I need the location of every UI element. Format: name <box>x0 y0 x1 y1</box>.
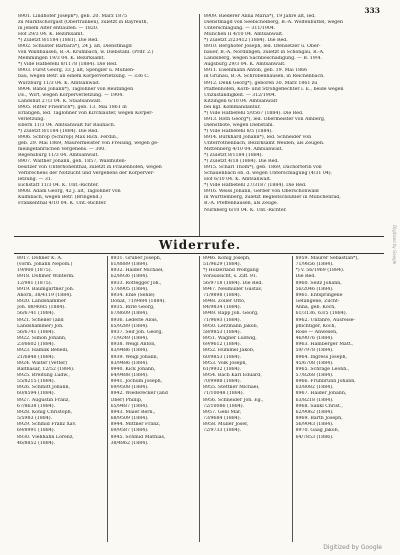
revocation-entry-line: Gefangene, Zucht- <box>295 299 340 305</box>
text-line: 8902. Schuster Barbara*), 24 J. alt, Dienstmagd <box>18 44 132 50</box>
text-line: Ebern 11/3 04. Amtsanwalt für Baunach. <box>18 122 116 128</box>
text-line: Nürnberg 6/10 04. K. Unt.-Richter. <box>204 207 287 213</box>
revocation-entry-line: 8941. Jochum Joseph, <box>110 379 163 385</box>
revocation-entry-line: 8926. Schmitt Johann, <box>17 385 71 391</box>
revocation-entry-line: 8958. Müller Josef, <box>203 422 249 428</box>
text-line: letzung. — 31. <box>18 177 53 183</box>
text-line: Eichstätt 11/3 04. K. Unt.-Richter. <box>18 183 99 189</box>
revocation-entry-line: 71/10048 (1884). <box>203 391 245 397</box>
revocation-entry-line: 8956. Schneider Joh. Eg., <box>203 397 264 403</box>
revocation-entry-line: 8943. Maier Bern., <box>110 409 156 415</box>
text-line: 8905. Ritter Friedrich*), geb. 13. Mai 1861 in <box>18 104 127 110</box>
revocation-entry-line: 8950. Lerzmann Jakob, <box>203 323 259 329</box>
revocation-column <box>14 256 107 542</box>
revocation-entry-line: *) v. 56/1969 (1884). <box>295 268 345 274</box>
text-line: Kulmbach, wegen Betr. (Bringend.) <box>18 195 102 201</box>
revocation-entry-line: 72/9733 (1884). <box>203 428 242 434</box>
revocation-entry-line: 23/6602 (1884). <box>17 342 56 348</box>
top-right-column <box>199 14 384 236</box>
revocation-entry-line: 59/7978 (1884). <box>295 348 334 354</box>
text-line: 8903. Fürst Georg, 33 J. alt, Spengler u. Mühlen- <box>18 68 135 74</box>
revocation-entry-line: 8954. Bach Karl Eduard, <box>203 372 262 378</box>
text-line: 8906. Schrop (Schirop) Max Rich. Ferdin., <box>18 134 119 140</box>
revocation-entry-line: 46/8852 (1884). <box>17 440 56 446</box>
text-line: Erlangen, led. Taglöhner von Kirchlauter, wegen Körper- <box>18 110 154 116</box>
revocation-entry-line: 71/9249 (1884). <box>110 336 149 342</box>
revocation-entry-line: 21/6848 (1884). <box>17 354 56 360</box>
text-line: Schauenbach ob. d. wegen Unterschlagung (4/31 04). <box>204 171 333 177</box>
revocation-entry-line: 61/8889 (1884). <box>110 262 149 268</box>
revocation-column <box>107 256 200 542</box>
revocation-entry-line: 60/9853 (1884). <box>203 354 242 360</box>
revocation-entry-line: Joh. 88/4085 (1884). <box>17 305 66 311</box>
revocation-entry-line: 8966. Frühbrunn Johann, <box>295 379 356 385</box>
revocation-entry-line: 8921. Scheller (and <box>17 317 64 323</box>
text-line: *) Zuletzt 2/23412 (1884). Die Red. <box>204 38 288 44</box>
text-line: 8907. Walther Johann, geb. 1857, Waldhüten- <box>18 159 127 165</box>
revocation-entry-line: Ahorn, 38/4119 (1884). <box>17 292 73 298</box>
text-line: *) Vide Hafbefehl 8/5 (1884). <box>204 128 273 134</box>
revocation-entry-line: 8920. Landshammer <box>17 299 66 305</box>
revocation-entry-line: 8955. Stettner Michael, <box>203 385 260 391</box>
revocation-entry-line: 8960. Seitz Johann, <box>295 280 342 286</box>
revocation-entry-line: 8942. Wiederecker (and <box>110 391 168 397</box>
text-line: 8908. Adam Georg, 42 J. alt, Taglöhner von <box>18 189 121 195</box>
text-line: Augsburg 29/3 04. K. Amtsanwalt. <box>204 62 286 68</box>
revocation-entry-line: 8925. Breitung Ludw., <box>17 372 70 378</box>
revocation-entry-line: 63/8082 (1884). <box>295 385 334 391</box>
revocation-entry-line: 8944. Mittner Franz, <box>110 422 161 428</box>
text-line: meingefährlichen Vergehens. — 300. <box>18 147 106 153</box>
revocation-entry-line: 8952. Hummel Jakob, <box>203 348 255 354</box>
text-line: Pfaffenhofen, Korb- und Strohgeflechter i. E., beide wegen <box>204 86 344 92</box>
revocation-entry-line: 67/8609 (1884). <box>110 311 149 317</box>
revocation-entry-line: 8970. Gaag Jakob, <box>295 428 340 434</box>
revocation-entry-line: 8932. Haider Michael, <box>110 268 164 274</box>
revocation-entry-line: 8933. Rottegger Joh., <box>110 280 162 286</box>
text-line: 8913. Roth Georg*), led. Obermeister von Amberg, <box>204 116 326 122</box>
revocation-entry-line: 8917. Dohner K. A. <box>17 256 63 261</box>
revocation-entry-line: 72/10086 (1884). <box>203 403 245 409</box>
revocation-entry-line: 57/8905 (1884). <box>110 286 149 292</box>
revocation-entry-line: 65/9487 (1884). <box>110 403 149 409</box>
text-line: bau, wegen Betr. an einem Körperverletzung. — 336 C. <box>18 74 150 80</box>
revocation-entry-line: 8945. Schmid Mathias, <box>110 434 166 440</box>
text-line: 8911. Eisenmann Anton, geb. 19. Mai 1866 <box>204 68 308 74</box>
revocation-entry-line: 67/8638 (1884). <box>17 403 56 409</box>
revocation-entry-line: 56/6741 (1884). <box>17 329 56 335</box>
text-line: in Grünau, B.-A. Schrobenhausen, in Reichenbach. <box>204 74 325 80</box>
revocation-entry-line: 8959. Maurer Sebastian*), <box>295 256 359 261</box>
revocation-entry-line: 8934. Ehle (Sehle) <box>110 292 155 298</box>
page-number: 333 <box>364 6 380 15</box>
revocation-entry-line: 61/9932 (1884). <box>203 366 242 372</box>
digitized-footer: Digitized by Google <box>323 544 382 551</box>
heading-divider <box>14 253 384 254</box>
text-line: Unzuständigkeit. — 312/1904. <box>204 92 277 98</box>
revocation-entry-line: 8935. Birle Georg, <box>110 305 155 311</box>
text-line: *) Vide Hafbefehl 8/1178 (1884). Die Red. <box>18 62 118 68</box>
text-line: Verbrechens der Notzucht und Vergehens der Körperver- <box>18 171 155 177</box>
text-line: besitzer von Unterhöhenthal, zuletzt in Frauenhöfen, wegen <box>18 165 162 171</box>
revocation-entry-line: 38/4862 (1884). <box>110 440 149 446</box>
revocation-entry-line: 62/9062 (1884). <box>295 409 334 415</box>
text-line: 8916. Weiss Johann, Gerber von Oberschönwald <box>204 189 319 195</box>
text-line: verletzung. <box>18 116 45 122</box>
revocation-entry-line: 8949. Rapp Joh. Georg, <box>203 311 259 317</box>
text-line: Frankenthal 4/10 04. K. Unt.-Richter. <box>18 201 107 207</box>
text-line: 8912. Denk Georg*), geboren 30. März 1861 zu <box>204 80 318 86</box>
revocation-entry-line: Landshammer) Joh. <box>17 323 64 329</box>
text-line: in Württemberg, zuletzt Begleitschlüßler in Münchenrad, <box>204 195 341 201</box>
bottom-section <box>14 256 384 542</box>
revocation-entry-line: 8937. Seif Joh. Georg, <box>110 329 163 335</box>
revocation-entry-line: 8939. Weigl Johann, <box>110 354 159 360</box>
revocation-entry-line: 71/9693 (1884). <box>203 317 242 323</box>
text-line: Unterrothenbach, Bezirksamt Weiden, als Zeugen. <box>204 140 325 146</box>
text-line: Unterschlagung. — 311/1904. <box>204 26 276 32</box>
revocation-entry-line: Balthasar, 12/52 (1884). <box>17 366 75 372</box>
revocation-entry-line: 8924. Walter (Vetter) <box>17 360 68 366</box>
revocation-entry-line: 69/8991 (1884). <box>17 428 56 434</box>
revocation-entry-line: 8936. Lederle Alois, <box>110 317 159 323</box>
revocation-entry-line: 71/9898 (1884). <box>203 292 242 298</box>
revocation-entry-line: 56/9718 (1884). Die Red. <box>203 280 263 286</box>
revocation-entry-line: Voraussicht, s. Ziff. 91. <box>203 274 258 280</box>
text-line: 8910. Berghofer Joseph, led. Ofensetzer u. Ober- <box>204 44 321 50</box>
text-line: Dienstbote, wegen Diebstahl. <box>204 122 274 128</box>
section-heading: Widerrufe. <box>158 238 242 252</box>
revocation-entry-line: 5/5983 (1884). <box>17 416 53 422</box>
text-line: Kitzingen 6/10 04. Amtsanwalt <box>204 98 278 104</box>
revocation-entry-line: 68/9509 (1884). <box>110 416 149 422</box>
revocation-entry-line: Donat, 71/9484 (1884). <box>110 299 166 305</box>
text-line: *) Zuletzt 4/18 (1884). Die Red. <box>204 159 279 165</box>
text-line: Regensburg 11/3 04. Amtsanwalt. <box>18 153 99 159</box>
revocation-column <box>292 256 385 542</box>
text-line: geb. 29. Mai 1869, Maurermeister von Freising, wegen ge- <box>18 140 159 146</box>
text-line: Dienstmagd von Seebichelberg, B.-A. Wolfenbüttel, wegen <box>204 20 344 26</box>
revocation-entry-line: (vorm. Johann Nepom.) <box>17 262 73 268</box>
revocation-entry-line: 63/8218 (1884). <box>295 397 334 403</box>
revocation-entry-line: 12/981 (1875). <box>17 280 53 286</box>
text-line: 8904. Banol Johann*), Taglöhner von Reutlingen <box>18 86 134 92</box>
text-line: Würzburg 11/3 04. K. Amtsanwalt. <box>18 80 101 86</box>
revocation-entry-line: 8922. Simon Johann, <box>17 336 67 342</box>
revocation-entry-line: 69/9612 (1884). <box>203 342 242 348</box>
revocation-entry-line: 51/9629 (1884). <box>203 262 242 268</box>
text-line: *) Zuletzt 8/1184 (1881). Die Red. <box>18 38 99 44</box>
text-line: 8909. Riederer Anna Maria*), 19 Jahre alt, led. <box>204 14 316 19</box>
text-line: Memmingen 19/3 04. K. Bezirksamt. <box>18 56 105 62</box>
revocation-entry-line: 8963. Hamberger Matt., <box>295 342 354 348</box>
revocation-entry-line: 8927. Augustin Franz, <box>17 397 70 403</box>
revocation-entry-line: Die Red. <box>295 274 316 280</box>
revocation-entry-line: Rose — Anwesen, <box>295 329 338 335</box>
text-line: in jenem Alter entlaufen. — 1820. <box>18 26 99 32</box>
text-line: Hof 29/3 04. K. Bezirksamt. <box>18 32 84 38</box>
revocation-entry-line: 62/8936 (1884). <box>110 274 149 280</box>
text-line: *) Vide Hafbefehl 5/0567 (1884). Die Red. <box>204 110 304 116</box>
text-line: B.-A. Pfeffenhausen, als Zeuge. <box>204 201 279 207</box>
revocation-entry-line: 8962. Unfähre, Ausreise- <box>295 317 356 323</box>
revocation-entry-line: 46/9076 (1884). <box>295 336 334 342</box>
revocation-entry-line: 73/9684 (1884). <box>203 416 242 422</box>
revocation-entry-line: 8965. Schrage Leonh., <box>295 366 350 372</box>
text-line: München II 4/10 04. Amtsanwalt. <box>204 32 284 38</box>
revocation-entry-line: 8964. Ingress Joseph, <box>295 354 347 360</box>
top-section <box>14 14 384 236</box>
text-line: von Waldhausen, B.-A. Krumbach, w. Diebstahl. (Prdr. 2.) <box>18 50 154 56</box>
text-line: zu Marktschorgast (Oberfranken), zuletzt in Bayreuth, <box>18 20 148 26</box>
revocation-entry-line: 19/900 (1875). <box>17 268 53 274</box>
top-left-column <box>14 14 199 236</box>
revocation-entry-line: *) Hölzerland Wolfgang <box>203 268 259 274</box>
revocation-entry-line: 61/3136, 63/5 (1884). <box>295 311 348 317</box>
revocation-entry-line: 64/7853 (1886). <box>295 434 334 440</box>
revocation-entry-line: 8947. Neumüller Gustav, <box>203 286 263 292</box>
revocation-entry-line: 58/9853 (1884). <box>203 329 242 335</box>
text-line: i/E., Wirt, wegen Körperverletzung. — 1904. <box>18 92 124 98</box>
text-line: Hof 6/10 04. K. Amtsanwalt. <box>204 177 272 183</box>
revocation-entry-line: 70/9988 (1884). <box>203 379 242 385</box>
revocation-entry-line: 8928. König Christoph, <box>17 409 73 415</box>
revocation-entry-line: 8967. Haider Johann, <box>295 391 347 397</box>
text-line: 8914. Burkhard Johann*), led. Schneider von <box>204 134 312 140</box>
revocation-entry-line: 8948. Zoller Otto, <box>203 299 246 305</box>
revocation-entry-line: 8929. Schmid Franz Xav. <box>17 422 77 428</box>
revocation-entry-line: 55/8215 (1884). <box>17 379 56 385</box>
text-line: bei kgl. Kommandantur. <box>204 104 261 110</box>
revocation-entry-line: 8961. Entspringene <box>295 292 343 298</box>
revocation-entry-line: 65/9289 (1884). <box>110 323 149 329</box>
revocation-entry-line: 56/2046 (1884). <box>295 286 334 292</box>
text-line: 8915. Scharl Thom*), geb. 1869, Dachorterin von <box>204 165 322 171</box>
revocation-entry-line: 8919. Baumgärtner Joh. <box>17 286 75 292</box>
revocation-entry-line: 83/9486 (1884). <box>110 360 149 366</box>
text-line: Landsberg, wegen Sachbeschädigung. — B. 19/4. <box>204 56 322 62</box>
revocation-entry-line: 60/8594 (1884). <box>17 391 56 397</box>
text-line: Mittenberg 4/10 04. Amtsanwalt. <box>204 147 283 153</box>
revocation-entry-line: 83/9486 (1884). <box>110 348 149 354</box>
revocation-entry-line: Ober) Phillip, <box>110 397 143 403</box>
revocation-entry-line: pflichtiger, Koch, <box>295 323 336 329</box>
revocation-entry-line: 69/9508 (1884). <box>110 385 149 391</box>
text-line: *) Zuletzt 8/1184 (1884). <box>204 153 263 159</box>
revocation-entry-line: 8946. König Joseph, <box>203 256 251 261</box>
revocation-entry-line: Anna, geb. Koch, <box>295 305 336 311</box>
section-divider <box>14 236 384 237</box>
revocation-entry-line: 45/6708 (1884). <box>295 360 334 366</box>
revocation-entry-line: 56/9043 (1884). <box>295 422 334 428</box>
revocation-entry-line: 64/9488 (1884). <box>110 372 149 378</box>
revocation-entry-line: 8930. Viehhahn Lorenz, <box>17 434 74 440</box>
revocation-entry-line: 8931. Gruber Joseph, <box>110 256 162 261</box>
revocation-entry-line: 8923. Hamlik Benedi, <box>17 348 69 354</box>
text-line: *) Vide Hafbefehl 27/3187 (1884). Die Red. <box>204 183 307 189</box>
revocation-entry-line: 8957. Gebl Mar, <box>203 409 242 415</box>
revocation-entry-line: 8938. Weigl Anton, <box>110 342 156 348</box>
revocation-entry-line: 56/6741 (1884). <box>17 311 56 317</box>
revocation-entry-line: 57/8268 (1884). <box>295 372 334 378</box>
revocation-entry-line: 8918. Dohmer Winterm. <box>17 274 75 280</box>
revocation-entry-line: 8951. Wagner Ludwig, <box>203 336 257 342</box>
text-line: Landshut 27/3 04. K. Staatsanwalt. <box>18 98 102 104</box>
revocation-entry-line: 71/9856 (1884). <box>295 262 334 268</box>
text-line: 8901. Lindhofer Joseph*), geb. 20. März 1875 <box>18 14 128 19</box>
text-line: bauer, B.-A. Nördlingen, zuletzt in Schongau, B.-A. <box>204 50 325 56</box>
gutter-watermark: Digitized by Google <box>392 225 397 265</box>
text-line: *) Zuletzt 8/1184 (1884). Die Red. <box>18 128 99 134</box>
revocation-entry-line: 8968. Sankl Christ., <box>295 403 343 409</box>
revocation-entry-line: 8940. Kick Johann, <box>110 366 156 372</box>
revocation-entry-line: 8953. Volk Joseph, <box>203 360 247 366</box>
revocation-entry-line: 84/9834 (1884). <box>203 305 242 311</box>
revocation-column <box>199 256 292 542</box>
revocation-entry-line: 69/9587 (1884). <box>110 428 149 434</box>
revocation-entry-line: 8969. Barth Joseph, <box>295 416 343 422</box>
